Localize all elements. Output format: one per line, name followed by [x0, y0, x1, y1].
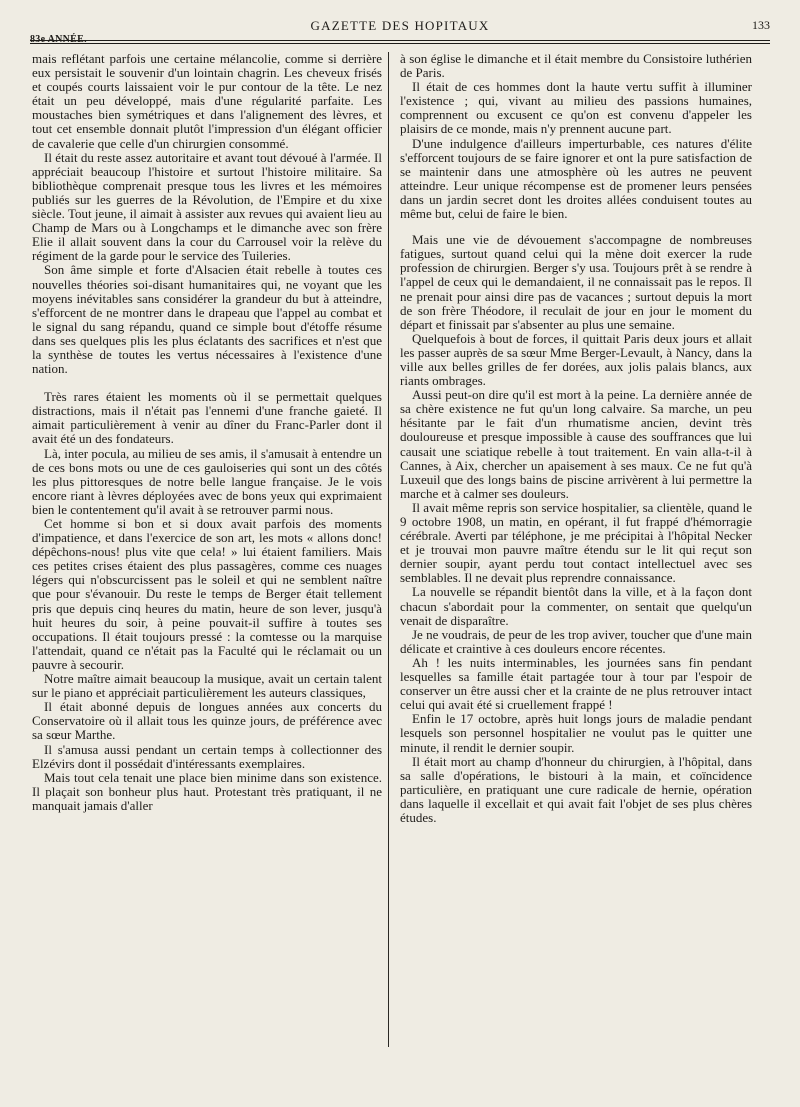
header-rule-bottom — [30, 43, 770, 44]
paragraph: Ah ! les nuits interminables, les journées sans fin pendant lesquelles sa famille était partagée tour à tour par l'espoir de conserver un être aussi cher et la crainte de ne plus retrouver intact celui qui avait été si cruellement frappé ! — [400, 654, 752, 713]
paragraph: Aussi peut-on dire qu'il est mort à la peine. La dernière année de sa chère existence ne fut qu'un long calvaire. Sa marche, un peu hésitante par le fait d'un rhumatisme ancien, devint très douloureuse et presque impossible à cause des souffrances que lui causait une sciatique rebelle à tout traitement. En vain alla-t-il à Cannes, à Aix, chercher un apaisement à ses maux. Ce ne fut qu'à Luxeuil que des longs bains de piscine arrivèrent à lui permettre la marche et à calmer ses douleurs. — [400, 387, 752, 501]
paragraph: Là, inter pocula, au milieu de ses amis, il s'amusait à entendre un de ces bons mots ou une de ces gauloiseries qui sont un des côtés les plus pittoresques de notre belle langue française. Je le vois encore riant à lèvres déployées avec de bons yeux qui exprimaient bien le contentement qu'il avait à se retrouver parmi nous. — [32, 445, 382, 517]
paragraph: Très rares étaient les moments où il se permettait quelques distractions, mais il n'était pas l'ennemi d'une franche gaieté. Il aimait particulièrement à venir au dîner du Franc-Parler dont il avait été un des fondateurs. — [32, 389, 382, 447]
paragraph: Notre maître aimait beaucoup la musique, avait un certain talent sur le piano et appréciait particulièrement les auteurs classiques, — [32, 671, 382, 701]
right-column — [400, 52, 752, 825]
paragraph: Cet homme si bon et si doux avait parfois des moments d'impatience, et dans l'exercice de son art, les mots « allons donc! dépêchons-nous! plus vite que cela! » lui étaient familiers. Mais ces petites crises étaient des plus passagères, comme ces nuages légers qui n'obscurcissent pas le soleil et qui ne semblent naître que pour s'évanouir. Du reste le temps de Berger était tellement pris que depuis cinq heures du matin, heure de son lever, jusqu'à huit heures du soir, à peine pouvait-il suffire à toutes ses occupations. Il était toujours pressé : la comtesse ou la marquise l'attendait, quand ce n'était pas la Faculté qui le réclamait ou un pauvre à secourir. — [32, 516, 382, 672]
paragraph: Il était de ces hommes dont la haute vertu suffit à illuminer l'existence ; qui, vivant au milieu des passions humaines, comprennent ou excusent ce qu'on est convenu d'appeler les plaisirs de ce monde, mais n'y prennent aucune part. — [400, 79, 752, 137]
paragraph: Il s'amusa aussi pendant un certain temps à collectionner des Elzévirs dont il possédait d'intéressants exemplaires. — [32, 741, 382, 771]
paragraph: Enfin le 17 octobre, après huit longs jours de maladie pendant lesquels son personnel hospitalier ne voulut pas le quitter une minute, il rendit le dernier soupir. — [400, 711, 752, 755]
paragraph: mais reflétant parfois une certaine mélancolie, comme si derrière eux persistait le souvenir d'un lointain chagrin. Les cheveux frisés et coupés courts laissaient voir le pur contour de la tête. Le nez était un peu développé, mais d'une régularité parfaite. Les moustaches bien symétriques et dans l'alignement des lèvres, et tout cet ensemble donnait plutôt l'impression d'un élégant officier de cavalerie que celle d'un chirurgien consommé. — [32, 51, 382, 151]
volume-year: 83e ANNÉE. — [30, 34, 87, 45]
paragraph: Il avait même repris son service hospitalier, sa clientèle, quand le 9 octobre 1908, un matin, en opérant, il fut frappé d'hémorragie cérébrale. Averti par téléphone, je me précipitai à l'hôpital Necker et je trouvai mon pauvre maître étendu sur le lit qui reçut son dernier soupir, ayant perdu tout contact intellectuel avec ses semblables. Il ne devait plus reprendre connaissance. — [400, 499, 752, 586]
paragraph: Mais tout cela tenait une place bien minime dans son existence. Il plaçait son bonheur plus haut. Protestant très pratiquant, il ne manquait jamais d'aller — [32, 769, 382, 813]
left-column — [32, 52, 382, 813]
column-divider — [388, 52, 389, 1047]
paragraph: La nouvelle se répandit bientôt dans la ville, et à la façon dont chacun s'abordait pour la commenter, on sentait que quelqu'un venait de disparaître. — [400, 584, 752, 628]
paragraph: D'une indulgence d'ailleurs imperturbable, ces natures d'élite s'efforcent toujours de se faire ignorer et ont la pure satisfaction de se maintenir dans une atmosphère où les autres ne peuvent atteindre. Leur unique récompense est de promener leurs pensées dans un jardin secret dont les droites allées conduisent toutes au même but, celui de faire le bien. — [400, 135, 752, 222]
paragraph: Son âme simple et forte d'Alsacien était rebelle à toutes ces nouvelles théories soi-disant humanitaires qui, ne voyant que les moyens inévitables sans considérer la grandeur du but à atteindre, s'efforcent de ne montrer dans le drapeau que l'appel au combat et le signal du sang répandu, quand ce simple bout d'étoffe résume dans ses quelques plis les plus éclatants des sacrifices et n'est que la synthèse de toutes les vertus nécessaires à l'existence d'une nation. — [32, 262, 382, 377]
header-rule-top — [30, 40, 770, 41]
journal-title: GAZETTE DES HOPITAUX — [310, 18, 490, 33]
paragraph: Quelquefois à bout de forces, il quittait Paris deux jours et allait les passer auprès de sa sœur Mme Berger-Levault, à Nancy, dans la ville aux belles grilles de fer dorées, aux jolis palais blancs, aux riants ombrages. — [400, 330, 752, 389]
paragraph: Il était abonné depuis de longues années aux concerts du Conservatoire où il allait tous les quinze jours, de préférence avec sa sœur Marthe. — [32, 699, 382, 743]
paragraph: Il était du reste assez autoritaire et avant tout dévoué à l'armée. Il appréciait beaucoup l'histoire et surtout l'histoire militaire. Sa bibliothèque comprenait presque tous les livres et les mémoires publiés sur les guerres de la Révolution, de l'Empire et du xixe siècle. Tout jeune, il aimait à assister aux revues qui avaient lieu au Champ de Mars ou à Longchamps et le dimanche avec son frère Elie il allait souvent dans la cour du Carrousel voir la relève du régiment de la garde pour le service des Tuileries. — [32, 149, 382, 264]
page-number: 133 — [752, 18, 770, 32]
paragraph: Il était mort au champ d'honneur du chirurgien, à l'hôpital, dans sa salle d'opérations, le bistouri à la main, et coïncidence particulière, en pratiquant une cure radicale de hernie, opération dans laquelle il excellait et qui avait fait l'objet de ses plus chères études. — [400, 753, 752, 825]
paragraph: à son église le dimanche et il était membre du Consistoire luthérien de Paris. — [400, 51, 752, 81]
paragraph: Mais une vie de dévouement s'accompagne de nombreuses fatigues, surtout quand celui qui la mène doit exercer la rude profession de chirurgien. Berger s'y usa. Toujours prêt à se rendre à l'appel de ceux qui le demandaient, il ne connaissait pas le repos. Il ne prenait pour ainsi dire pas de vacances ; surtout depuis la mort de son frère Théodore, il reculait de jour en jour le moment du départ et finissait par s'absenter au plus une semaine. — [400, 232, 752, 332]
paragraph: Je ne voudrais, de peur de les trop aviver, toucher que d'une main délicate et craintive à ces douleurs encore récentes. — [400, 626, 752, 656]
